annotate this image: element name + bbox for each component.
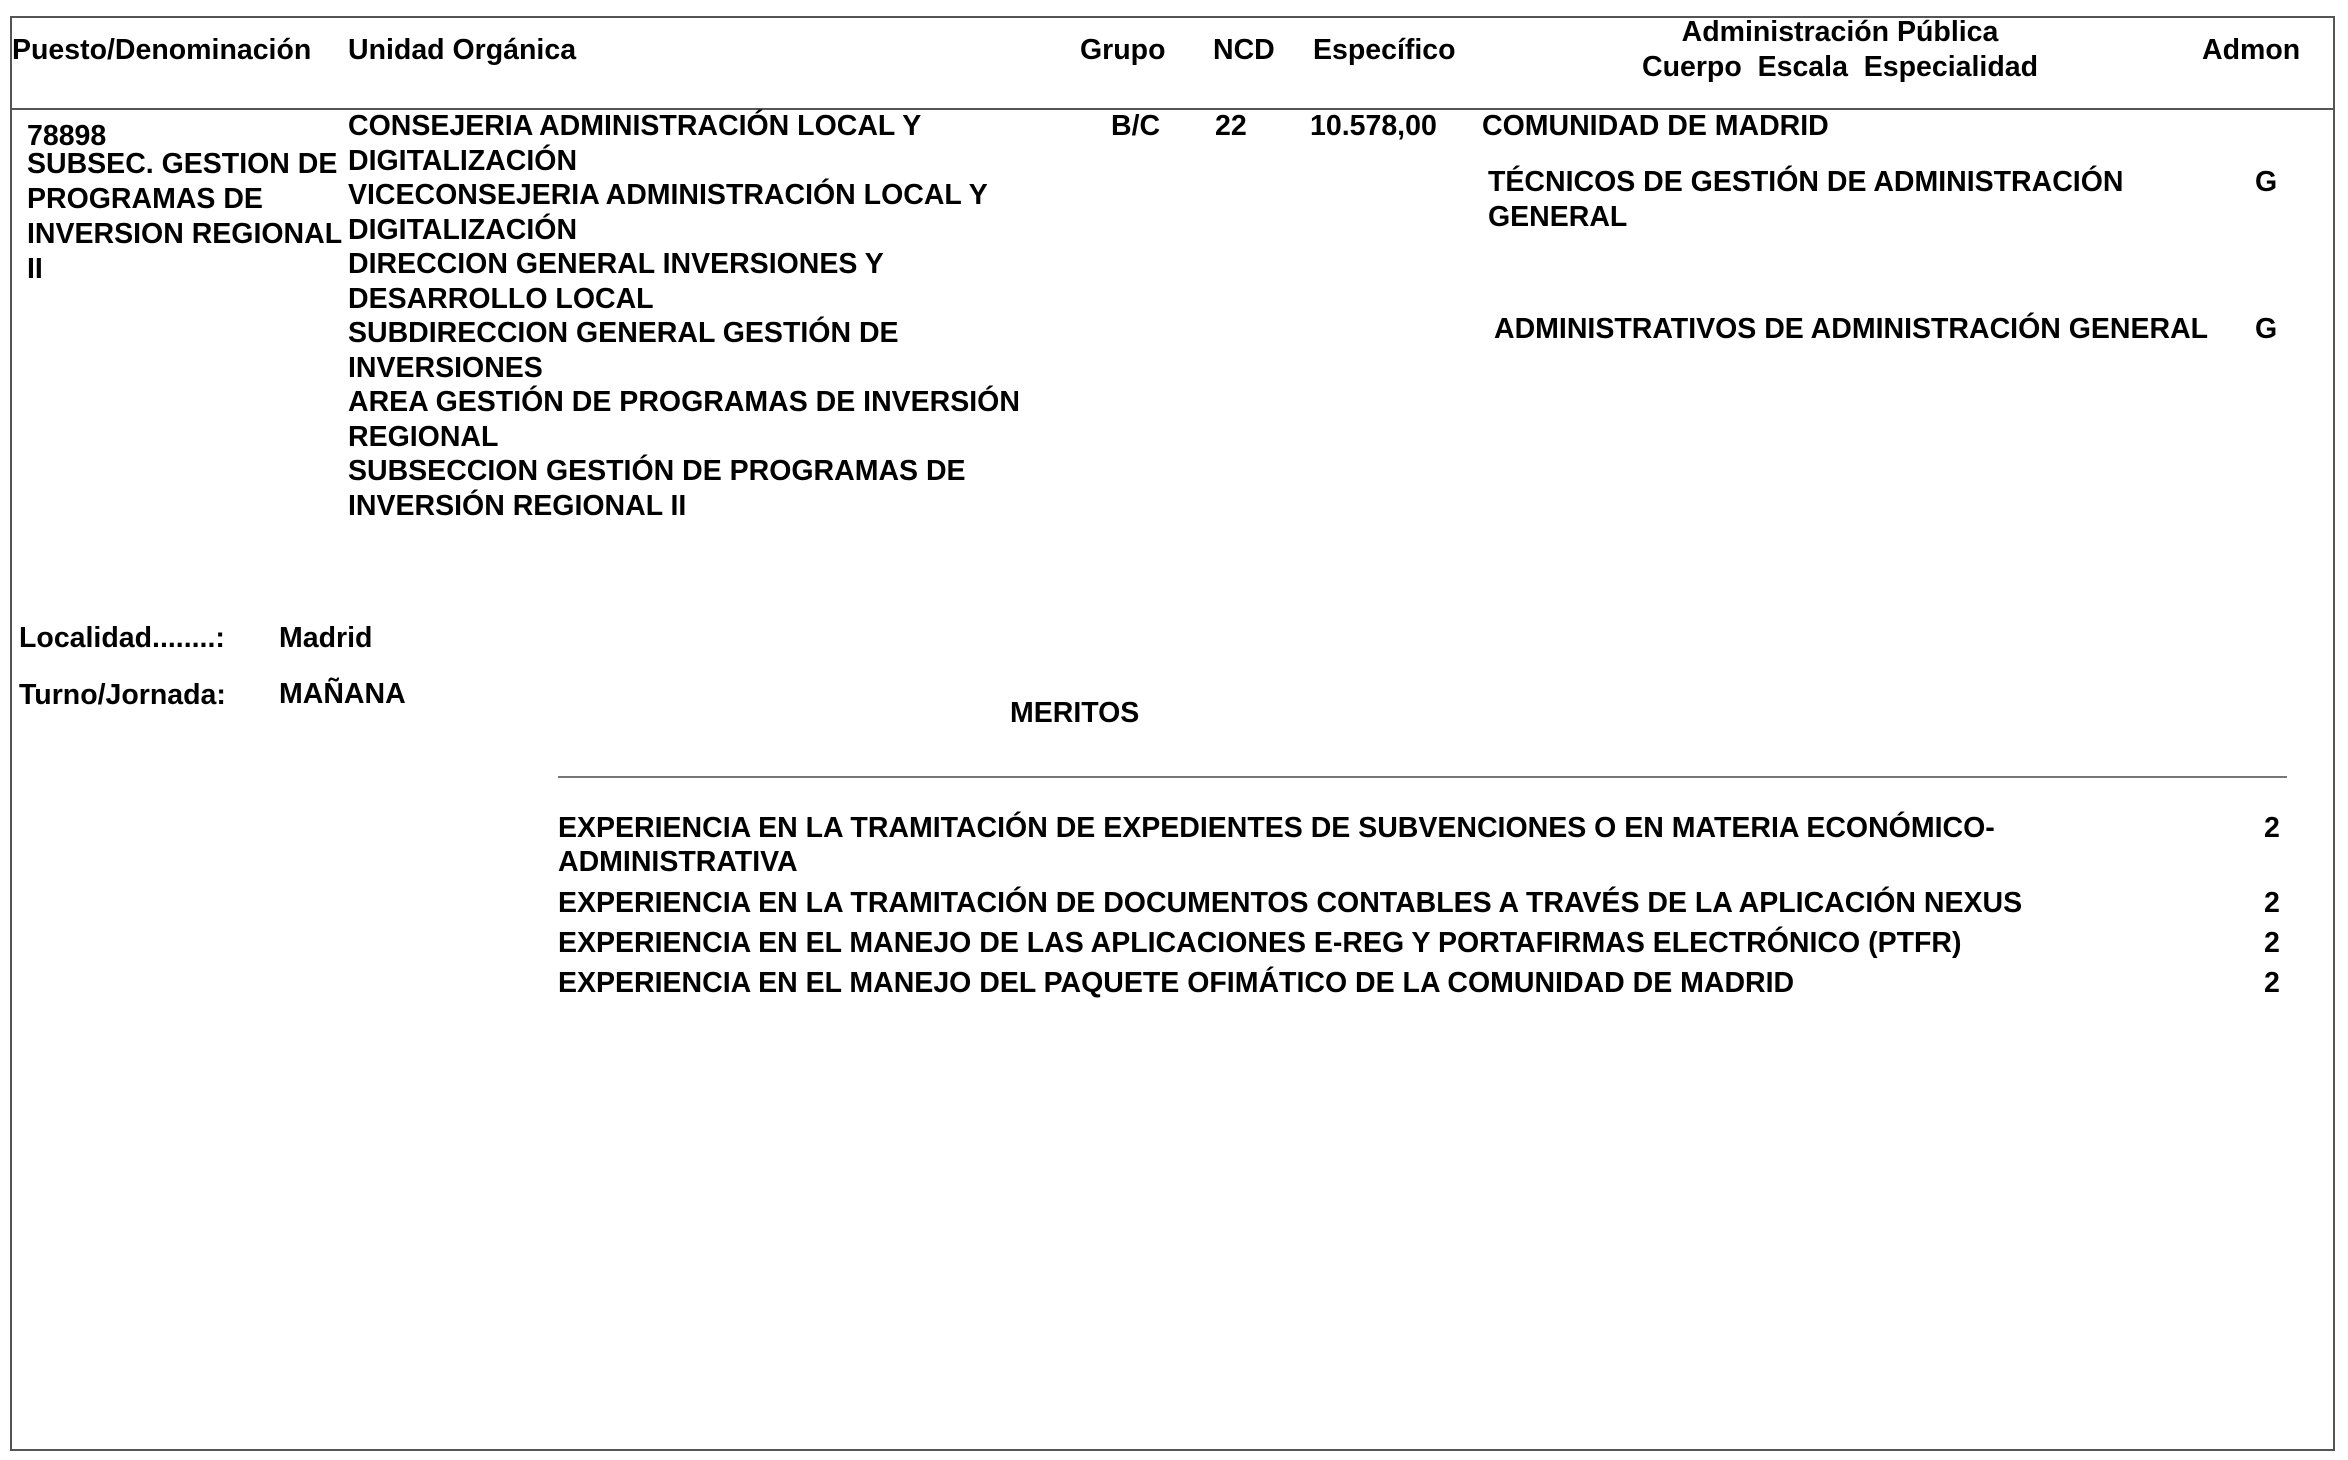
header-puesto: Puesto/Denominación	[12, 34, 312, 66]
merito-line: ADMINISTRATIVA	[558, 846, 798, 878]
administracion-value: COMUNIDAD DE MADRID	[1482, 110, 1829, 142]
turno-value: MAÑANA	[279, 678, 406, 710]
merito-points: 2	[2264, 887, 2280, 919]
meritos-title: MERITOS	[1010, 697, 1140, 729]
unidad-line: SUBSECCION GESTIÓN DE PROGRAMAS DE	[348, 455, 966, 487]
header-especifico: Específico	[1313, 34, 1456, 66]
merito-line: EXPERIENCIA EN EL MANEJO DE LAS APLICACIONES E-REG Y PORTAFIRMAS ELECTRÓNICO (PTFR)	[558, 927, 1962, 959]
unidad-line: CONSEJERIA ADMINISTRACIÓN LOCAL Y	[348, 110, 922, 142]
header-cuerpo-escala: Cuerpo Escala Especialidad	[1642, 51, 2038, 83]
puesto-code: 78898	[27, 120, 107, 152]
header-grupo: Grupo	[1080, 34, 1166, 66]
puesto-line: INVERSION REGIONAL	[27, 218, 343, 250]
header-unidad: Unidad Orgánica	[348, 34, 577, 66]
unidad-line: INVERSIÓN REGIONAL II	[348, 490, 687, 522]
merito-points: 2	[2264, 812, 2280, 844]
grupo-value: B/C	[1111, 110, 1161, 142]
cuerpo-line: GENERAL	[1488, 201, 1628, 233]
merito-line: EXPERIENCIA EN LA TRAMITACIÓN DE DOCUMENTOS CONTABLES A TRAVÉS DE LA APLICACIÓN NEXUS	[558, 887, 2023, 919]
header-admin-publica: Administración Pública	[1681, 16, 1999, 48]
merito-points: 2	[2264, 927, 2280, 959]
cuerpo-admon: G	[2255, 166, 2278, 198]
cuerpo-line: ADMINISTRATIVOS DE ADMINISTRACIÓN GENERAL	[1494, 313, 2209, 345]
unidad-line: VICECONSEJERIA ADMINISTRACIÓN LOCAL Y	[348, 179, 988, 211]
localidad-label: Localidad........:	[19, 622, 225, 654]
ncd-value: 22	[1215, 110, 1247, 142]
header-admon: Admon	[2202, 34, 2301, 66]
turno-label: Turno/Jornada:	[19, 679, 226, 711]
meritos-divider	[558, 776, 2287, 778]
merito-points: 2	[2264, 967, 2280, 999]
unidad-line: DESARROLLO LOCAL	[348, 283, 654, 315]
puesto-line: SUBSEC. GESTION DE	[27, 148, 338, 180]
header-ncd: NCD	[1213, 34, 1275, 66]
puesto-line: PROGRAMAS DE	[27, 183, 263, 215]
especifico-value: 10.578,00	[1310, 110, 1437, 142]
cuerpo-admon: G	[2255, 313, 2278, 345]
unidad-line: DIGITALIZACIÓN	[348, 214, 578, 246]
unidad-line: DIRECCION GENERAL INVERSIONES Y	[348, 248, 884, 280]
cuerpo-line: TÉCNICOS DE GESTIÓN DE ADMINISTRACIÓN	[1488, 166, 2124, 198]
unidad-line: AREA GESTIÓN DE PROGRAMAS DE INVERSIÓN	[348, 386, 1020, 418]
unidad-line: DIGITALIZACIÓN	[348, 145, 578, 177]
unidad-line: INVERSIONES	[348, 352, 543, 384]
unidad-line: SUBDIRECCION GENERAL GESTIÓN DE	[348, 317, 899, 349]
localidad-value: Madrid	[279, 622, 373, 654]
merito-line: EXPERIENCIA EN LA TRAMITACIÓN DE EXPEDIENTES DE SUBVENCIONES O EN MATERIA ECONÓMICO-	[558, 812, 1995, 844]
puesto-line: II	[27, 253, 43, 285]
merito-line: EXPERIENCIA EN EL MANEJO DEL PAQUETE OFIMÁTICO DE LA COMUNIDAD DE MADRID	[558, 967, 1795, 999]
unidad-line: REGIONAL	[348, 421, 499, 453]
